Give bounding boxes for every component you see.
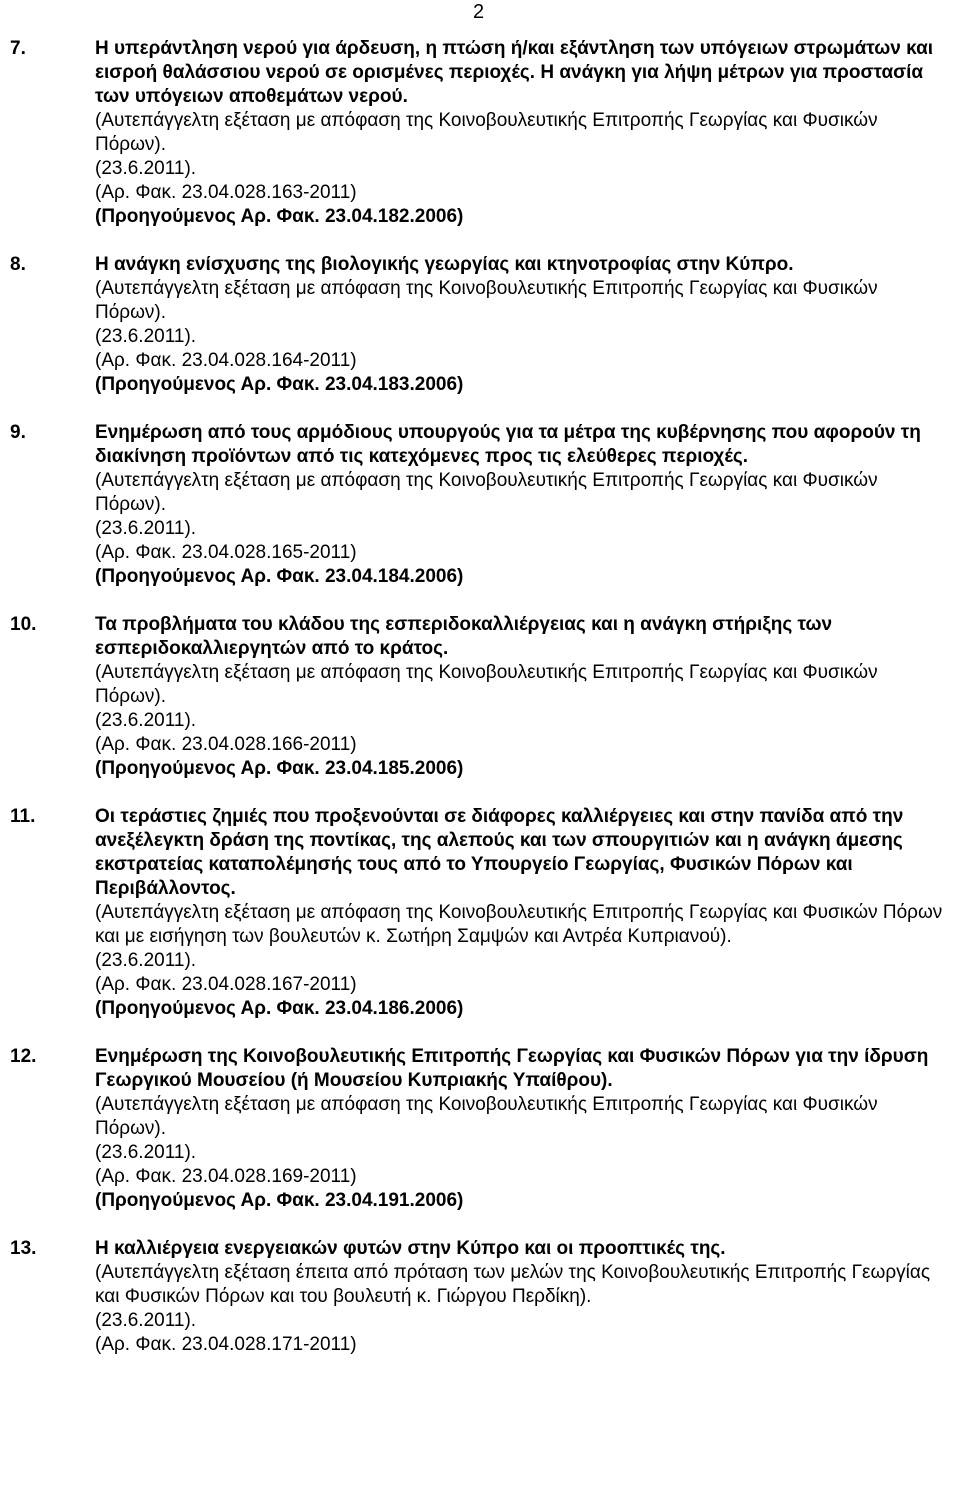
item-previous-file-number: (Προηγούμενος Αρ. Φακ. 23.04.191.2006): [95, 1190, 464, 1211]
item-note: (Αυτεπάγγελτη εξέταση με απόφαση της Κοινοβουλευτικής Επιτροπής Γεωργίας και Φυσικών Πόρων).: [95, 110, 878, 155]
item-date: (23.6.2011).: [95, 1142, 197, 1163]
item-title: Η ανάγκη ενίσχυσης της βιολογικής γεωργίας και κτηνοτροφίας στην Κύπρο.: [95, 254, 794, 275]
item-number: 12.: [10, 1046, 37, 1067]
page-number: 2: [473, 1, 485, 23]
item-number: 10.: [10, 614, 37, 635]
item-date: (23.6.2011).: [95, 950, 197, 971]
item-note: (Αυτεπάγγελτη εξέταση έπειτα από πρόταση των μελών της Κοινοβουλευτικής Επιτροπής Γεωργίας και Φυσικών Πόρων και του βουλευτή κ. Γιώργου Περδίκη).: [95, 1262, 931, 1307]
item-previous-file-number: (Προηγούμενος Αρ. Φακ. 23.04.186.2006): [95, 998, 464, 1019]
item-number: 7.: [10, 38, 26, 59]
item-date: (23.6.2011).: [95, 1310, 197, 1331]
item-title: Οι τεράστιες ζημιές που προξενούνται σε διάφορες καλλιέργειες και στην πανίδα από την ανεξέλεγκτη δράση της ποντίκας, της αλεπούς και των σπουργιτιών και η ανάγκη άμεσης εκστρατείας καταπολέμησής τους από το Υπουργείο Γεωργίας, Φυσικών Πόρων και Περιβάλλοντος.: [95, 806, 904, 899]
item-note: (Αυτεπάγγελτη εξέταση με απόφαση της Κοινοβουλευτικής Επιτροπής Γεωργίας και Φυσικών Πόρων).: [95, 278, 878, 323]
item-file-number: (Αρ. Φακ. 23.04.028.166-2011): [95, 734, 357, 755]
item-file-number: (Αρ. Φακ. 23.04.028.169-2011): [95, 1166, 357, 1187]
item-previous-file-number: (Προηγούμενος Αρ. Φακ. 23.04.185.2006): [95, 758, 464, 779]
item-date: (23.6.2011).: [95, 326, 197, 347]
item-date: (23.6.2011).: [95, 158, 197, 179]
item-file-number: (Αρ. Φακ. 23.04.028.171-2011): [95, 1334, 357, 1355]
item-number: 11.: [10, 806, 36, 827]
agenda-item-8: [10, 253, 950, 397]
item-title: Ενημέρωση της Κοινοβουλευτικής Επιτροπής Γεωργίας και Φυσικών Πόρων για την ίδρυση Γεωργικού Μουσείου (ή Μουσείου Κυπριακής Υπαίθρου).: [95, 1046, 929, 1091]
item-title: Τα προβλήματα του κλάδου της εσπεριδοκαλλιέργειας και η ανάγκη στήριξης των εσπεριδοκαλλιεργητών από το κράτος.: [95, 614, 833, 659]
item-date: (23.6.2011).: [95, 710, 197, 731]
item-previous-file-number: (Προηγούμενος Αρ. Φακ. 23.04.183.2006): [95, 374, 464, 395]
item-previous-file-number: (Προηγούμενος Αρ. Φακ. 23.04.182.2006): [95, 206, 464, 227]
item-note: (Αυτεπάγγελτη εξέταση με απόφαση της Κοινοβουλευτικής Επιτροπής Γεωργίας και Φυσικών Πόρων).: [95, 1094, 878, 1139]
agenda-item-13: [10, 1237, 950, 1357]
item-note: (Αυτεπάγγελτη εξέταση με απόφαση της Κοινοβουλευτικής Επιτροπής Γεωργίας και Φυσικών Πόρων).: [95, 470, 878, 515]
item-title: Η καλλιέργεια ενεργειακών φυτών στην Κύπρο και οι προοπτικές της.: [95, 1238, 726, 1259]
item-title: Η υπεράντληση νερού για άρδευση, η πτώση ή/και εξάντληση των υπόγειων στρωμάτων και εισροή θαλάσσιου νερού σε ορισμένες περιοχές. Η ανάγκη για λήψη μέτρων για προστασία των υπόγειων αποθεμάτων νερού.: [95, 38, 934, 107]
item-file-number: (Αρ. Φακ. 23.04.028.167-2011): [95, 974, 357, 995]
agenda-item-12: [10, 1045, 950, 1213]
agenda-item-9: [10, 421, 950, 589]
item-number: 9.: [10, 422, 26, 443]
agenda-item-list: [10, 37, 950, 1357]
agenda-item-10: [10, 613, 950, 781]
item-number: 8.: [10, 254, 26, 275]
item-number: 13.: [10, 1238, 37, 1259]
item-title: Ενημέρωση από τους αρμόδιους υπουργούς για τα μέτρα της κυβέρνησης που αφορούν τη διακίνηση προϊόντων από τις κατεχόμενες προς τις ελεύθερες περιοχές.: [95, 422, 921, 467]
item-note: (Αυτεπάγγελτη εξέταση με απόφαση της Κοινοβουλευτικής Επιτροπής Γεωργίας και Φυσικών Πόρων).: [95, 662, 878, 707]
item-file-number: (Αρ. Φακ. 23.04.028.165-2011): [95, 542, 357, 563]
agenda-item-11: [10, 805, 950, 1021]
item-file-number: (Αρ. Φακ. 23.04.028.164-2011): [95, 350, 357, 371]
item-note: (Αυτεπάγγελτη εξέταση με απόφαση της Κοινοβουλευτικής Επιτροπής Γεωργίας και Φυσικών Πόρων και με εισήγηση των βουλευτών κ. Σωτήρη Σαμψών και Αντρέα Κυπριανού).: [95, 902, 943, 947]
item-previous-file-number: (Προηγούμενος Αρ. Φακ. 23.04.184.2006): [95, 566, 464, 587]
agenda-item-7: [10, 37, 950, 229]
item-file-number: (Αρ. Φακ. 23.04.028.163-2011): [95, 182, 357, 203]
item-date: (23.6.2011).: [95, 518, 197, 539]
